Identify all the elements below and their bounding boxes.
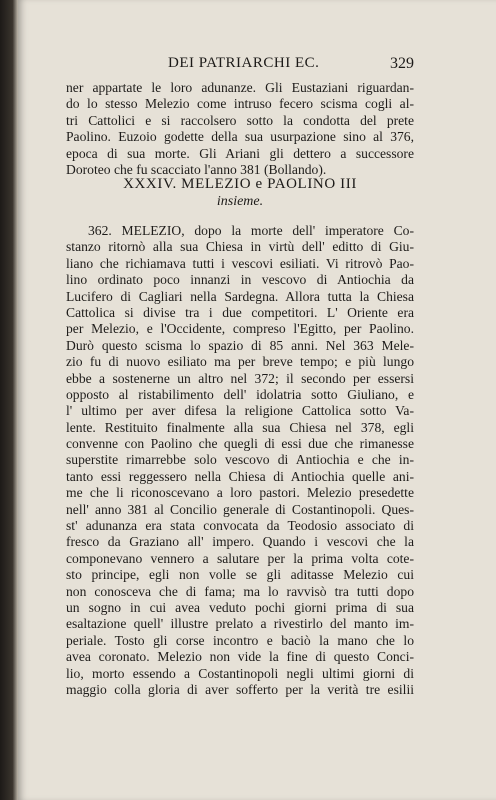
text-line: esaltazione quell' illustre prelato a rivestirlo del manto im- bbox=[66, 616, 414, 632]
text-line: me che li riconoscevano a loro pastori. Melezio presedette bbox=[66, 485, 414, 501]
book-gutter bbox=[0, 0, 18, 800]
text-line: componevano vennero a salutare per la prima volta cote- bbox=[66, 550, 414, 566]
text-line: non conosceva che di fama; ma lo ravvisò tra tutti dopo bbox=[66, 583, 414, 599]
page-number: 329 bbox=[390, 55, 414, 72]
text-line: stanzo ritornò alla sua Chiesa in virtù dell' editto di Giu- bbox=[66, 239, 414, 255]
text-line: lente. Restituito finalmente alla sua Chiesa nel 378, egli bbox=[66, 419, 414, 435]
text-line: ner appartate le loro adunanze. Gli Eustaziani riguardan- bbox=[66, 80, 414, 95]
text-line: un sogno in cui avea veduto pochi giorni prima di sua bbox=[66, 599, 414, 615]
text-line: ebbe a sostenerne un altro nel 372; il secondo per essersi bbox=[66, 370, 414, 386]
text-line: superstite rimarrebbe solo vescovo di Antiochia e che in- bbox=[66, 452, 414, 468]
text-line: Doroteo che fu scacciato l'anno 381 (Bollando). bbox=[66, 161, 327, 177]
text-line: avea coronato. Melezio non vide la fine di questo Conci- bbox=[66, 649, 414, 665]
text-line: st' adunanza era stata convocata da Teodosio associato di bbox=[66, 518, 414, 534]
text-line: Paolino. Euzoio godette della sua usurpazione sino al 376, bbox=[66, 129, 414, 145]
running-head: DEI PATRIARCHI EC. bbox=[168, 55, 320, 71]
text-line: lino ordinato poco innanzi in vescovo di Antiochia da bbox=[66, 272, 414, 288]
text-line: liano che richiamava tutti i vescovi esiliati. Vi ritrovò Pao- bbox=[66, 255, 414, 271]
text-line: tanto essi reggessero nella Chiesa di Antiochia quelle ani- bbox=[66, 468, 414, 484]
text-line: lio, morto essendo a Costantinopoli negli ultimi giorni di bbox=[66, 665, 414, 681]
section-subtitle: insieme. bbox=[216, 194, 264, 209]
text-line: fresco da Graziano all' impero. Quando i vescovi che la bbox=[66, 534, 414, 550]
text-line: convenne con Paolino che quegli di essi due che rimanesse bbox=[66, 436, 414, 452]
text-line: opposto al ristabilimento dell' idolatria sotto Giuliano, e bbox=[66, 386, 414, 402]
text-line: zio fu di nuovo esiliato ma per breve tempo; e più lungo bbox=[66, 354, 414, 370]
text-line: l' ultimo per aver difesa la religione Cattolica sotto Va- bbox=[66, 403, 414, 419]
text-line: 362. MELEZIO, dopo la morte dell' imperatore Co- bbox=[88, 223, 414, 238]
text-line: nell' anno 381 al Concilio generale di Costantinopoli. Ques- bbox=[66, 501, 414, 517]
section-title: XXXIV. MELEZIO e PAOLINO III bbox=[123, 176, 357, 192]
text-line: do lo stesso Melezio come intruso fecero scisma cogli al- bbox=[66, 96, 414, 112]
text-line: tri Cattolici e si raccolsero sotto la condotta del prete bbox=[66, 112, 414, 128]
text-line: sto principe, egli non volle se gli aditasse Melezio cui bbox=[66, 567, 414, 583]
text-line: epoca di sua morte. Gli Ariani gli dettero a successore bbox=[66, 145, 414, 161]
page-header bbox=[68, 55, 414, 77]
body-paragraph bbox=[66, 223, 414, 698]
text-line: Durò questo scisma lo spazio di 85 anni. Nel 363 Mele- bbox=[66, 337, 414, 353]
text-line: Lucifero di Cagliari nella Sardegna. Allora tutta la Chiesa bbox=[66, 288, 414, 304]
text-line: Cattolica si divise tra i due competitori. L' Oriente era bbox=[66, 304, 414, 320]
top-paragraph bbox=[66, 80, 414, 178]
text-line: per Melezio, e l'Occidente, compreso l'Egitto, per Paolino. bbox=[66, 321, 414, 337]
text-line: maggio colla gloria di aver sofferto per la verità tre esilii bbox=[66, 681, 414, 697]
text-line: periale. Tosto gli corse incontro e baciò la mano che lo bbox=[66, 632, 414, 648]
